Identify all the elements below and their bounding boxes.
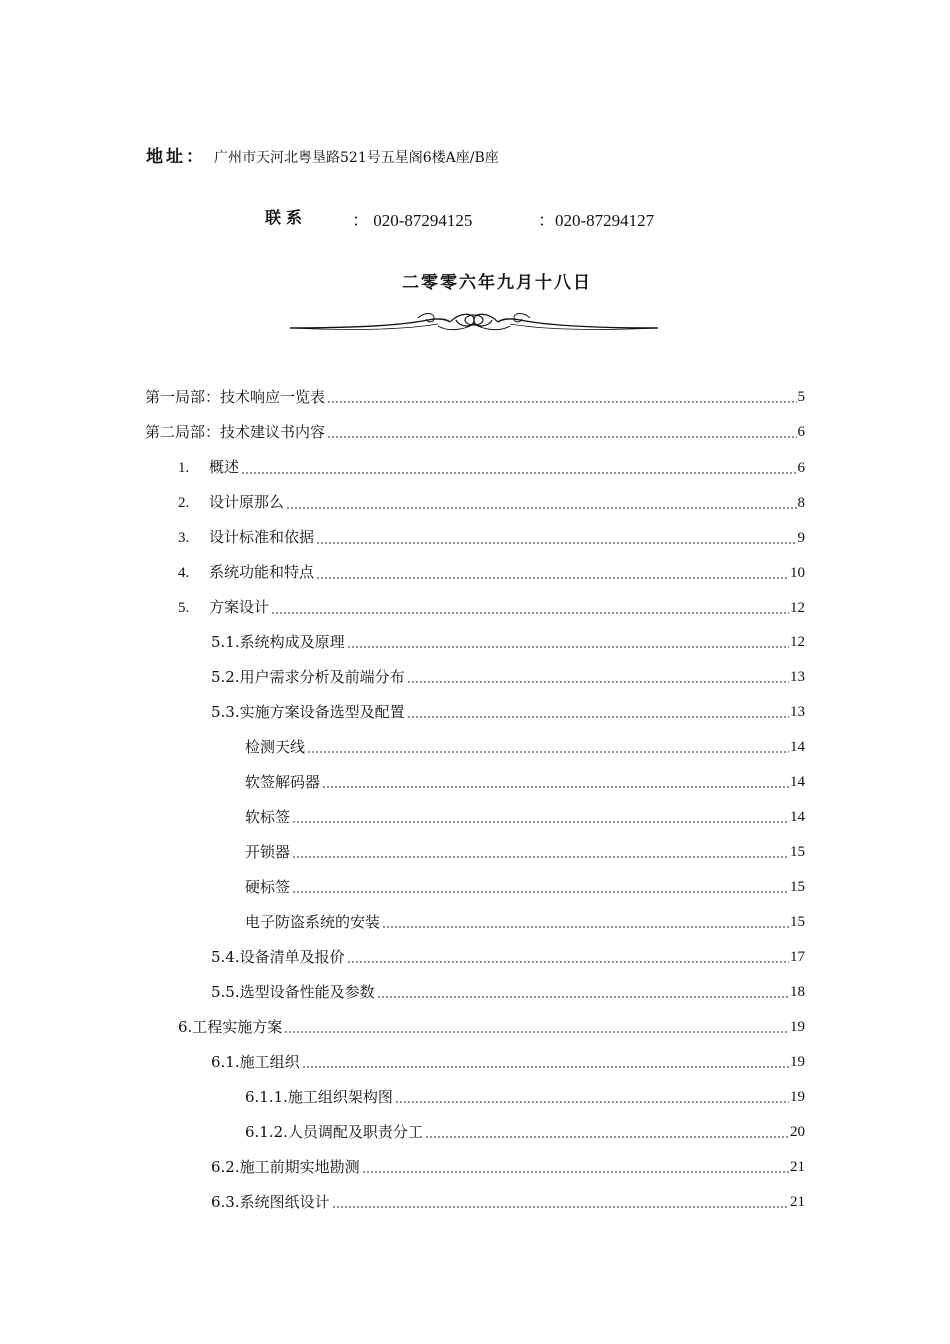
toc-entry[interactable] (0, 384, 950, 419)
toc-entry-title: 软签解码器 (245, 773, 321, 791)
toc-page-number: 21 (790, 1159, 805, 1175)
toc-page-number: 5 (797, 389, 805, 405)
toc-entry-title: 5.3.实施方案设备选型及配置 (211, 703, 405, 721)
toc-page-number: 18 (790, 984, 805, 1000)
decorative-divider-icon (288, 306, 660, 342)
toc-leader-dots (382, 916, 789, 929)
toc-page-number: 21 (790, 1194, 805, 1210)
toc-page-number: 6 (797, 424, 805, 440)
toc-leader-dots (241, 462, 796, 475)
phone-number-1: ： 020-87294125 (352, 211, 473, 230)
toc-entry[interactable] (0, 839, 950, 874)
toc-leader-dots (292, 881, 789, 894)
toc-leader-dots (425, 1126, 789, 1139)
toc-entry[interactable] (0, 559, 950, 594)
toc-entry[interactable] (0, 944, 950, 979)
toc-leader-dots (395, 1091, 789, 1104)
toc-entry-title: 6.1.施工组织 (211, 1053, 300, 1071)
toc-entry[interactable] (0, 419, 950, 454)
toc-leader-dots (347, 951, 789, 964)
contact-line (0, 205, 950, 229)
toc-entry-title: 5.1.系统构成及原理 (211, 633, 345, 651)
toc-page-number: 10 (790, 565, 805, 581)
toc-entry-title: 系统功能和特点 (209, 563, 315, 581)
toc-entry[interactable] (0, 769, 950, 804)
toc-entry-title: 电子防盗系统的安装 (245, 913, 381, 931)
toc-leader-dots (327, 391, 796, 404)
toc-leader-dots (407, 706, 789, 719)
toc-page-number: 12 (790, 634, 805, 650)
toc-page-number: 13 (790, 669, 805, 685)
toc-entry-title: 设计原那么 (209, 493, 285, 511)
toc-leader-dots (286, 497, 796, 510)
toc-entry[interactable] (0, 524, 950, 559)
toc-entry-title: 软标签 (245, 808, 291, 826)
toc-page-number: 14 (790, 809, 805, 825)
toc-entry[interactable] (0, 1014, 950, 1049)
toc-leader-dots (316, 532, 796, 545)
toc-leader-dots (347, 636, 789, 649)
toc-page-number: 19 (790, 1054, 805, 1070)
toc-leader-dots (316, 567, 789, 580)
toc-leader-dots (271, 602, 789, 615)
toc-entry[interactable] (0, 1049, 950, 1084)
toc-entry-title: 检测天线 (245, 738, 306, 756)
toc-entry[interactable] (0, 629, 950, 664)
toc-entry-title: 6.2.施工前期实地勘测 (211, 1158, 360, 1176)
toc-entry[interactable] (0, 804, 950, 839)
toc-entry[interactable] (0, 1084, 950, 1119)
toc-entry-number: 3. (178, 530, 190, 546)
toc-leader-dots (302, 1056, 789, 1069)
toc-leader-dots (307, 741, 789, 754)
toc-entry[interactable] (0, 1119, 950, 1154)
toc-page-number: 19 (790, 1089, 805, 1105)
address-text: 广州市天河北粤垦路521号五星阁6楼A座/B座 (214, 150, 499, 166)
toc-page-number: 13 (790, 704, 805, 720)
toc-entry-title: 第二局部：技术建议书内容 (145, 423, 326, 441)
toc-entry[interactable] (0, 1189, 950, 1224)
toc-entry[interactable] (0, 594, 950, 629)
toc-entry-title: 5.5.选型设备性能及参数 (211, 983, 375, 1001)
phone-number-2: ：020-87294127 (538, 211, 655, 230)
address-line (146, 142, 499, 167)
toc-page-number: 6 (797, 460, 805, 476)
toc-entry-title: 5.4.设备清单及报价 (211, 948, 345, 966)
toc-entry-number: 4. (178, 565, 190, 581)
toc-entry[interactable] (0, 874, 950, 909)
toc-leader-dots (377, 986, 789, 999)
toc-entry[interactable] (0, 699, 950, 734)
address-label: 地址： (146, 147, 206, 167)
toc-leader-dots (407, 671, 789, 684)
toc-entry-number: 2. (178, 495, 190, 511)
toc-entry-title: 概述 (209, 458, 240, 476)
contact-label: 联系 (265, 208, 308, 227)
toc-page-number: 14 (790, 774, 805, 790)
toc-entry-number: 1. (178, 460, 190, 476)
toc-page-number: 15 (790, 879, 805, 895)
toc-entry-title: 第一局部：技术响应一览表 (145, 388, 326, 406)
toc-entry[interactable] (0, 454, 950, 489)
toc-leader-dots (284, 1021, 789, 1034)
toc-leader-dots (322, 776, 789, 789)
toc-entry-title: 6.1.2.人员调配及职责分工 (245, 1123, 423, 1141)
toc-entry[interactable] (0, 909, 950, 944)
toc-leader-dots (362, 1161, 789, 1174)
toc-entry-number: 5. (178, 600, 190, 616)
toc-page-number: 8 (797, 495, 805, 511)
toc-entry-title: 6.1.1.施工组织架构图 (245, 1088, 393, 1106)
toc-page-number: 17 (790, 949, 805, 965)
toc-entry-title: 5.2.用户需求分析及前端分布 (211, 668, 405, 686)
toc-entry-title: 设计标准和依据 (209, 528, 315, 546)
toc-leader-dots (292, 811, 789, 824)
toc-entry[interactable] (0, 489, 950, 524)
toc-page-number: 20 (790, 1124, 805, 1140)
toc-page-number: 19 (790, 1019, 805, 1035)
table-of-contents (0, 384, 950, 1224)
toc-entry-title: 硬标签 (245, 878, 291, 896)
toc-leader-dots (332, 1196, 789, 1209)
toc-leader-dots (292, 846, 789, 859)
toc-page-number: 15 (790, 914, 805, 930)
toc-entry-title: 开锁器 (245, 843, 291, 861)
toc-page-number: 9 (797, 530, 805, 546)
toc-leader-dots (327, 426, 796, 439)
toc-page-number: 14 (790, 739, 805, 755)
toc-entry[interactable] (0, 664, 950, 699)
toc-page-number: 12 (790, 600, 805, 616)
toc-entry[interactable] (0, 979, 950, 1014)
toc-entry-title: 6.工程实施方案 (178, 1018, 283, 1036)
toc-entry[interactable] (0, 1154, 950, 1189)
toc-entry[interactable] (0, 734, 950, 769)
toc-entry-title: 6.3.系统图纸设计 (211, 1193, 330, 1211)
toc-page-number: 15 (790, 844, 805, 860)
document-date: 二零零六年九月十八日 (402, 273, 592, 293)
toc-entry-title: 方案设计 (209, 598, 270, 616)
